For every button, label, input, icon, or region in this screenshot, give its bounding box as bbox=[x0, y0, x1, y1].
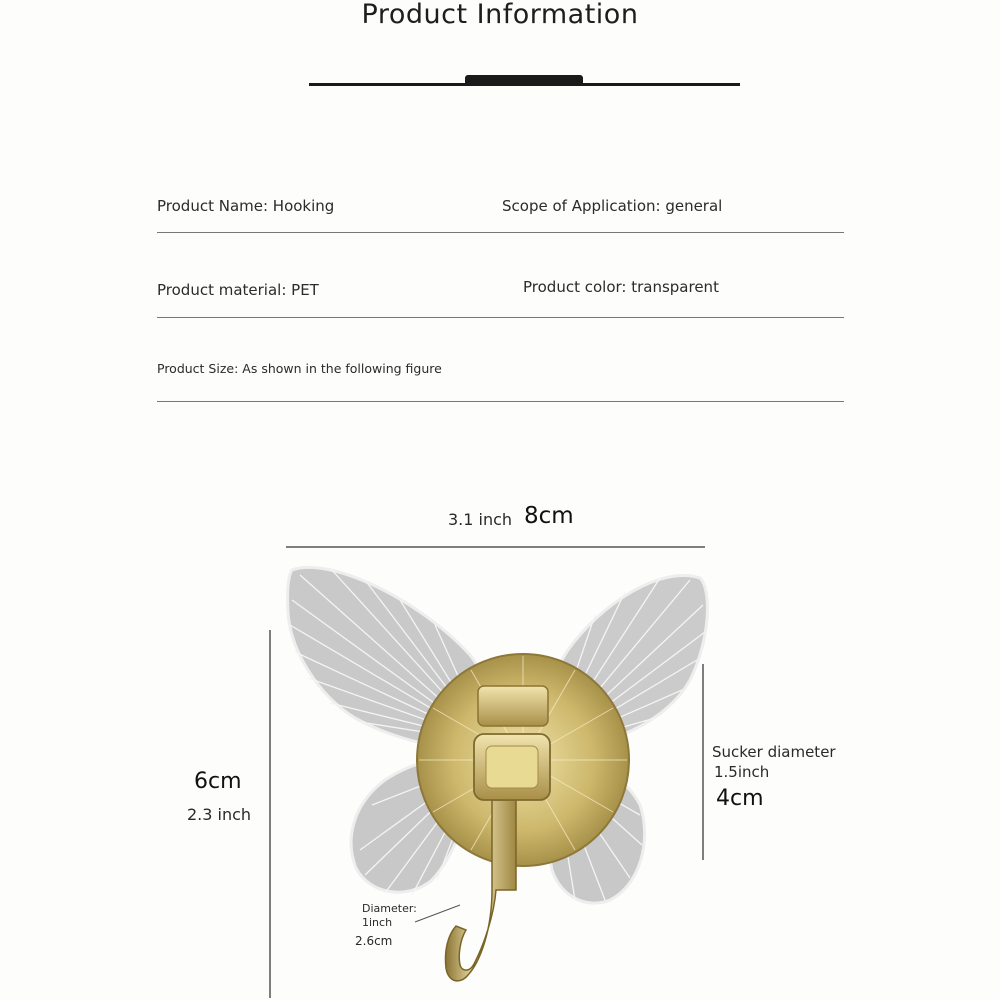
height-cm-label: 6cm bbox=[194, 769, 242, 794]
product-size: Product Size: As shown in the following figure bbox=[157, 361, 442, 376]
hook-pointer-line bbox=[415, 905, 460, 922]
product-color: Product color: transparent bbox=[523, 278, 719, 296]
height-inch-label: 2.3 inch bbox=[187, 805, 252, 824]
sucker-inch-label: 1.5inch bbox=[714, 763, 770, 781]
width-inch-label: 3.1 inch bbox=[448, 510, 513, 529]
hook-cm-label: 2.6cm bbox=[355, 934, 393, 948]
sucker-diameter-label: Sucker diameter bbox=[712, 743, 836, 761]
scope-of-application: Scope of Application: general bbox=[502, 197, 723, 215]
width-cm-label: 8cm bbox=[524, 503, 574, 529]
sucker-cm-label: 4cm bbox=[716, 786, 764, 811]
page-title: Product Information bbox=[361, 0, 639, 30]
hook-diameter-label: Diameter: bbox=[362, 902, 417, 915]
hook-inch-label: 1inch bbox=[362, 916, 393, 929]
product-material: Product material: PET bbox=[157, 281, 319, 299]
product-name: Product Name: Hooking bbox=[157, 197, 335, 215]
